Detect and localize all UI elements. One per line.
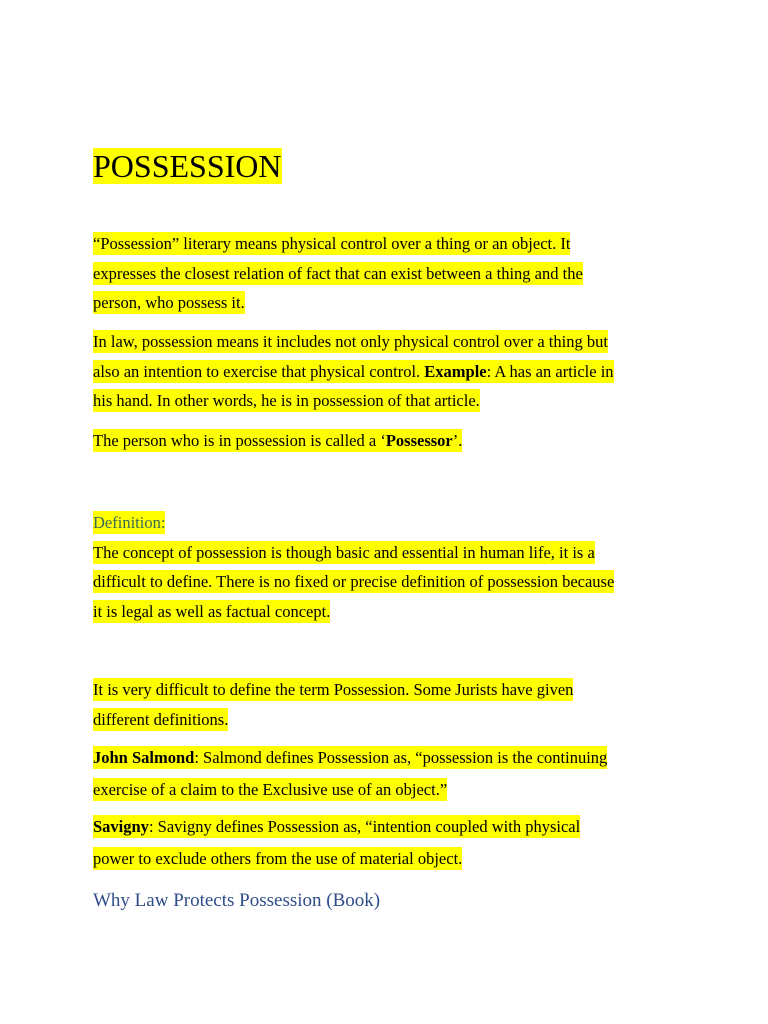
definition-section (93, 508, 693, 626)
possessor-term: Possessor (385, 431, 453, 450)
text-line: In law, possession means it includes not only physical control over a thing but (93, 332, 608, 351)
text-segment: The person who is in possession is called a ‘ (93, 431, 386, 450)
jurist-name: John Salmond (93, 748, 195, 767)
text-segment: : Salmond defines Possession as, “possession is the continuing (194, 748, 608, 767)
jurists-intro (93, 675, 693, 734)
text-segment: : Savigny defines Possession as, “intention coupled with physical (148, 817, 581, 836)
text-line: expresses the closest relation of fact that can exist between a thing and the (93, 263, 583, 283)
text-line: exercise of a claim to the Exclusive use of an object.” (93, 779, 448, 799)
text-line: his hand. In other words, he is in possession of that article. (93, 391, 480, 410)
title-text: POSSESSION (93, 148, 282, 184)
text-line: difficult to define. There is no fixed or precise definition of possession because (93, 572, 615, 591)
text-line: The concept of possession is though basic and essential in human life, it is a (93, 542, 595, 562)
intro-paragraph-3 (93, 426, 693, 456)
section-heading: Why Law Protects Possession (Book) (93, 890, 381, 911)
text-line: person, who possess it. (93, 293, 245, 312)
text-segment: ’. (452, 431, 463, 450)
text-line: it is legal as well as factual concept. (93, 601, 331, 621)
text-line: “Possession” literary means physical control over a thing or an object. It (93, 234, 571, 253)
savigny-definition (93, 812, 693, 873)
intro-paragraph-1 (93, 229, 693, 318)
text-segment: : A has an article in (486, 361, 614, 381)
example-label: Example (424, 361, 487, 381)
jurist-name: Savigny (93, 817, 149, 836)
definition-heading: Definition: (93, 513, 166, 532)
text-line: different definitions. (93, 709, 229, 729)
page-title (93, 146, 282, 186)
text-line: power to exclude others from the use of material object. (93, 848, 463, 868)
salmond-definition (93, 743, 693, 804)
intro-paragraph-2 (93, 327, 693, 416)
text-segment: also an intention to exercise that physical control. (93, 361, 425, 381)
text-line: It is very difficult to define the term Possession. Some Jurists have given (93, 680, 574, 699)
